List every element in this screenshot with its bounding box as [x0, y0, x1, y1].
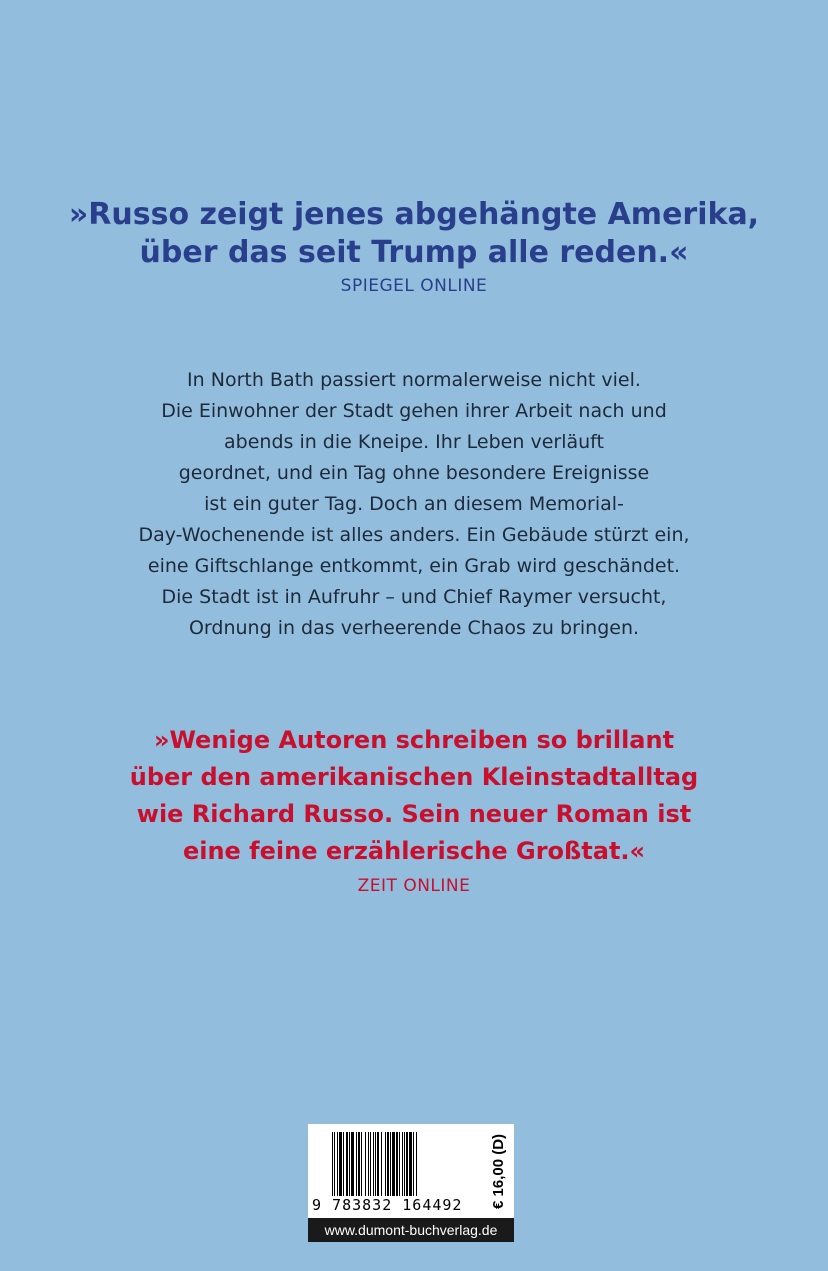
- blurb-line: abends in die Kneipe. Ihr Leben verläuft: [224, 431, 604, 453]
- quote-line: eine feine erzählerische Großtat.«: [182, 837, 646, 865]
- blurb-line: geordnet, und ein Tag ohne besondere Ereignisse: [178, 462, 650, 484]
- blurb-line: Die Einwohner der Stadt gehen ihrer Arbeit nach und: [161, 400, 667, 422]
- book-blurb: [0, 365, 828, 644]
- quote-source-zeit: ZEIT ONLINE: [357, 876, 471, 896]
- blurb-line: ist ein guter Tag. Doch an diesem Memorial-: [204, 493, 624, 515]
- quote-source-spiegel: SPIEGEL ONLINE: [340, 276, 488, 296]
- isbn-barcode: [308, 1124, 514, 1218]
- quote-line: über das seit Trump alle reden.«: [139, 235, 689, 270]
- blurb-line: In North Bath passiert normalerweise nicht viel.: [187, 369, 641, 391]
- barcode-bars: [332, 1132, 486, 1206]
- quote-line: wie Richard Russo. Sein neuer Roman ist: [136, 800, 692, 828]
- barcode-bar: [417, 1132, 418, 1206]
- quote-line: »Wenige Autoren schreiben so brillant: [153, 726, 675, 754]
- quote-line: über den amerikanischen Kleinstadtalltag: [129, 763, 699, 791]
- isbn-number: 9 783832 164492: [312, 1196, 487, 1214]
- blurb-line: eine Giftschlange entkommt, ein Grab wird geschändet.: [147, 555, 681, 577]
- review-quote-zeit: [0, 722, 828, 870]
- blurb-line: Die Stadt ist in Aufruhr – und Chief Raymer versucht,: [161, 586, 667, 608]
- blurb-line: Day-Wochenende ist alles anders. Ein Gebäude stürzt ein,: [138, 524, 690, 546]
- price-label: € 16,00 (D): [490, 1133, 507, 1209]
- publisher-url: www.dumont-buchverlag.de: [308, 1218, 514, 1242]
- quote-line: »Russo zeigt jenes abgehängte Amerika,: [68, 197, 760, 232]
- review-quote-spiegel: [0, 196, 828, 272]
- blurb-line: Ordnung in das verheerende Chaos zu bringen.: [188, 617, 640, 639]
